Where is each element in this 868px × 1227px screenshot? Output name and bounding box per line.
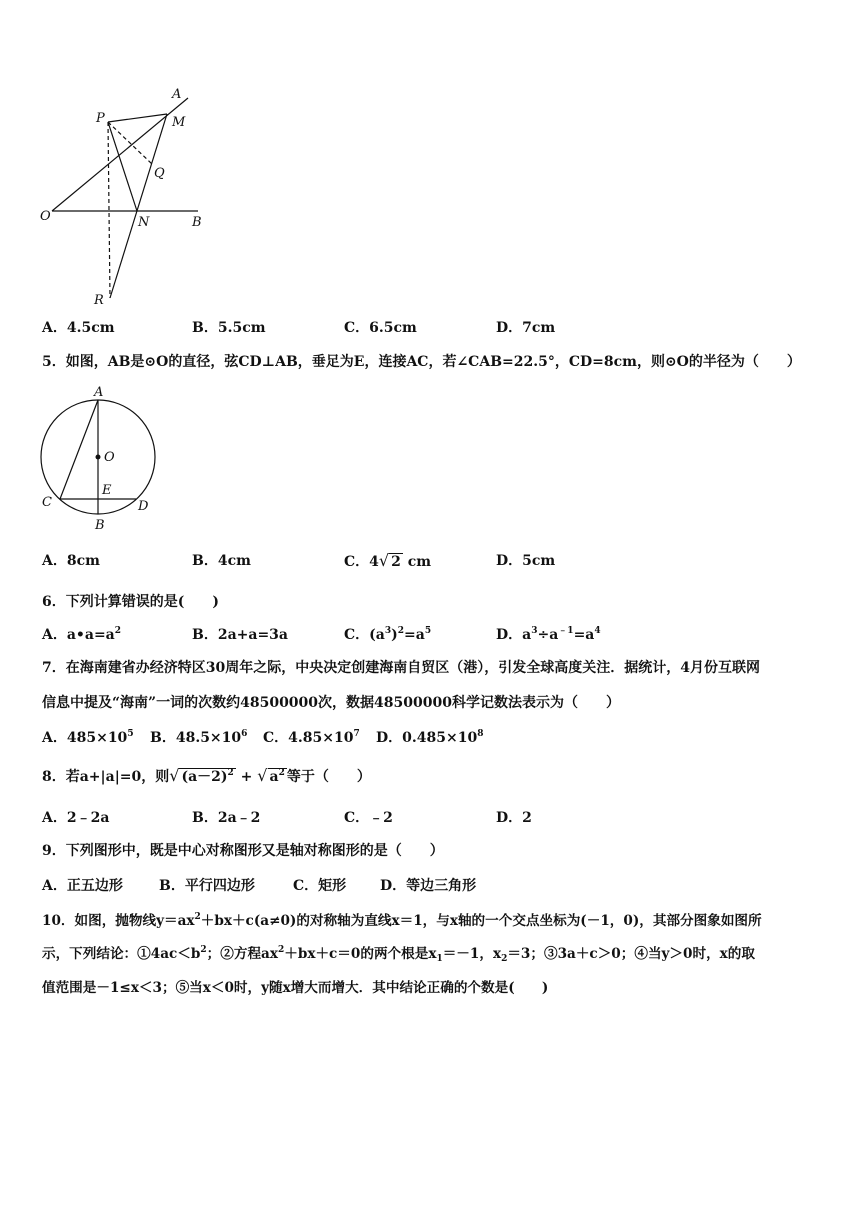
q10-l2-sub1: 1 — [436, 954, 443, 964]
q7-option-d[interactable] — [376, 728, 483, 748]
q10-l2-part4: ＝－1，x — [442, 946, 502, 962]
q6-option-c-part2: ) — [391, 627, 398, 643]
q7-option-c-base: C．4.85×10 — [263, 730, 354, 746]
q10-l2-exp2: 2 — [277, 945, 285, 955]
q4-option-a[interactable]: A．4.5cm — [42, 320, 115, 336]
segment-PM — [108, 114, 167, 122]
q6-option-c-part3: =a — [404, 627, 425, 643]
q9-option-d[interactable]: D．等边三角形 — [380, 878, 477, 894]
q7-option-d-base: D．0.485×10 — [376, 730, 478, 746]
label-B: B — [95, 518, 105, 533]
q6-option-d-exp3: 4 — [594, 626, 601, 636]
q8-suffix: 等于（ ） — [286, 769, 371, 785]
label-D: D — [138, 499, 149, 514]
q10-text-line2 — [42, 944, 755, 964]
q6-option-c-part1: C．(a — [344, 627, 385, 643]
label-O: O — [104, 450, 115, 465]
q5-option-a[interactable]: A．8cm — [42, 553, 100, 569]
center-point-O — [96, 455, 101, 460]
q9-text: 9．下列图形中，既是中心对称图形又是轴对称图形的是（ ） — [42, 843, 444, 859]
q6-option-d-part2: ÷a — [537, 627, 559, 643]
q8-radicand-2: a — [269, 769, 279, 785]
q8-option-b[interactable]: B．2a﹣2 — [192, 810, 261, 826]
q10-l2-part5: ＝3；③3a＋c＞0；④当y＞0时，x的取 — [507, 946, 755, 962]
ray-OA — [52, 98, 188, 211]
q5-option-b[interactable]: B．4cm — [192, 553, 251, 569]
q10-l1-part1: 10．如图，抛物线y＝ax — [42, 913, 195, 929]
q6-option-c-exp2: 2 — [397, 626, 404, 636]
label-R: R — [94, 293, 104, 308]
q5-text: 5．如图，AB是⊙O的直径，弦CD⊥AB，垂足为E，连接AC，若∠CAB=22.5°，CD=8cm，则⊙O的半径为（ ） — [42, 354, 801, 370]
label-E: E — [102, 483, 112, 498]
q7-option-b-exp: 6 — [241, 729, 248, 739]
q8-radicand-1: (a－2) — [181, 769, 228, 785]
q6-option-c[interactable] — [344, 625, 431, 645]
q8-radical-1 — [179, 768, 235, 785]
q9-option-c[interactable]: C．矩形 — [293, 878, 347, 894]
q8-text — [42, 766, 371, 787]
label-O: O — [40, 209, 51, 224]
q8-option-a[interactable]: A．2﹣2a — [42, 810, 110, 826]
q5-option-c-coef: C．4 — [344, 554, 379, 570]
label-C: C — [42, 495, 52, 510]
q7-option-a-base: A．485×10 — [42, 730, 128, 746]
label-A: A — [172, 87, 182, 102]
sqrt-symbol: √ — [169, 766, 180, 785]
circle-figure-q5 — [30, 380, 170, 535]
q8-radicand-2-exp: 2 — [278, 768, 285, 778]
geometry-figure-q4 — [30, 80, 230, 310]
q10-l2-part3: ＋bx＋c＝0的两个根是x — [284, 946, 437, 962]
q6-option-d-exp1: 3 — [531, 626, 538, 636]
label-Q: Q — [154, 166, 165, 181]
q10-l2-exp1: 2 — [200, 945, 207, 955]
q5-option-c[interactable] — [344, 551, 431, 572]
q4-option-b[interactable]: B．5.5cm — [192, 320, 266, 336]
q6-option-a-base: A．a•a=a — [42, 627, 115, 643]
q5-option-c-radicand: 2 — [391, 554, 401, 570]
q4-option-c[interactable]: C．6.5cm — [344, 320, 417, 336]
q7-option-b-base: B．48.5×10 — [150, 730, 242, 746]
segment-PN — [108, 122, 137, 211]
q7-option-c[interactable] — [263, 728, 360, 748]
q4-option-d[interactable]: D．7cm — [496, 320, 556, 336]
q7-option-a-exp: 5 — [127, 729, 134, 739]
q10-l1-exp: 2 — [194, 912, 201, 922]
q10-l2-sub2: 2 — [501, 954, 508, 964]
q10-l2-part1: 示，下列结论：①4ac＜b — [42, 946, 201, 962]
q8-radical-2 — [268, 768, 287, 785]
q7-option-a[interactable] — [42, 728, 134, 748]
q8-prefix: 8．若a+|a|=0，则 — [42, 769, 170, 785]
q6-option-d[interactable] — [496, 625, 601, 645]
q6-option-a-exp: 2 — [114, 626, 122, 636]
q6-option-d-part1: D．a — [496, 627, 532, 643]
q6-option-a[interactable] — [42, 625, 121, 645]
q7-text-line2: 信息中提及“海南”一词的次数约48500000次，数据48500000科学记数法表示为（ ） — [42, 695, 620, 711]
q8-option-c[interactable]: C．﹣2 — [344, 810, 393, 826]
q5-option-c-unit: cm — [402, 554, 432, 570]
label-N: N — [138, 215, 150, 230]
q7-option-d-exp: 8 — [477, 729, 484, 739]
q10-text-line3: 值范围是－1≤x＜3；⑤当x＜0时，y随x增大而增大．其中结论正确的个数是( ) — [42, 980, 549, 996]
q9-option-a[interactable]: A．正五边形 — [42, 878, 123, 894]
q6-option-c-exp3: 5 — [424, 626, 432, 636]
q8-radicand-1-exp: 2 — [227, 768, 234, 778]
q8-plus: + — [235, 769, 258, 785]
segment-AC — [60, 400, 98, 499]
q6-option-d-part3: =a — [573, 627, 595, 643]
q8-option-d[interactable]: D．2 — [496, 810, 532, 826]
sqrt-symbol: √ — [257, 766, 268, 785]
q7-option-c-exp: 7 — [353, 729, 360, 739]
q6-option-d-exp2: ﹣1 — [558, 626, 574, 636]
label-P: P — [96, 111, 105, 126]
label-A: A — [94, 385, 104, 400]
q10-l2-part2: ；②方程ax — [206, 946, 278, 962]
q6-option-c-exp1: 3 — [384, 626, 392, 636]
q5-option-d[interactable]: D．5cm — [496, 553, 556, 569]
q7-option-b[interactable] — [150, 728, 247, 748]
dashed-PR — [108, 122, 110, 298]
q6-text: 6．下列计算错误的是( ) — [42, 594, 219, 610]
segment-MR — [110, 114, 167, 298]
q6-option-b[interactable]: B．2a+a=3a — [192, 627, 288, 643]
label-M: M — [172, 115, 186, 130]
q9-option-b[interactable]: B．平行四边形 — [159, 878, 255, 894]
q7-text-line1: 7．在海南建省办经济特区30周年之际，中央决定创建海南自贸区（港），引发全球高度关注．据统计，4月份互联网 — [42, 660, 760, 676]
q10-text-line1 — [42, 911, 762, 931]
sqrt-symbol: √ — [378, 551, 390, 570]
label-B: B — [192, 215, 202, 230]
q10-l1-part2: ＋bx＋c(a≠0)的对称轴为直线x＝1，与x轴的一个交点坐标为(－1，0)，其部分图象如图所 — [200, 913, 762, 929]
